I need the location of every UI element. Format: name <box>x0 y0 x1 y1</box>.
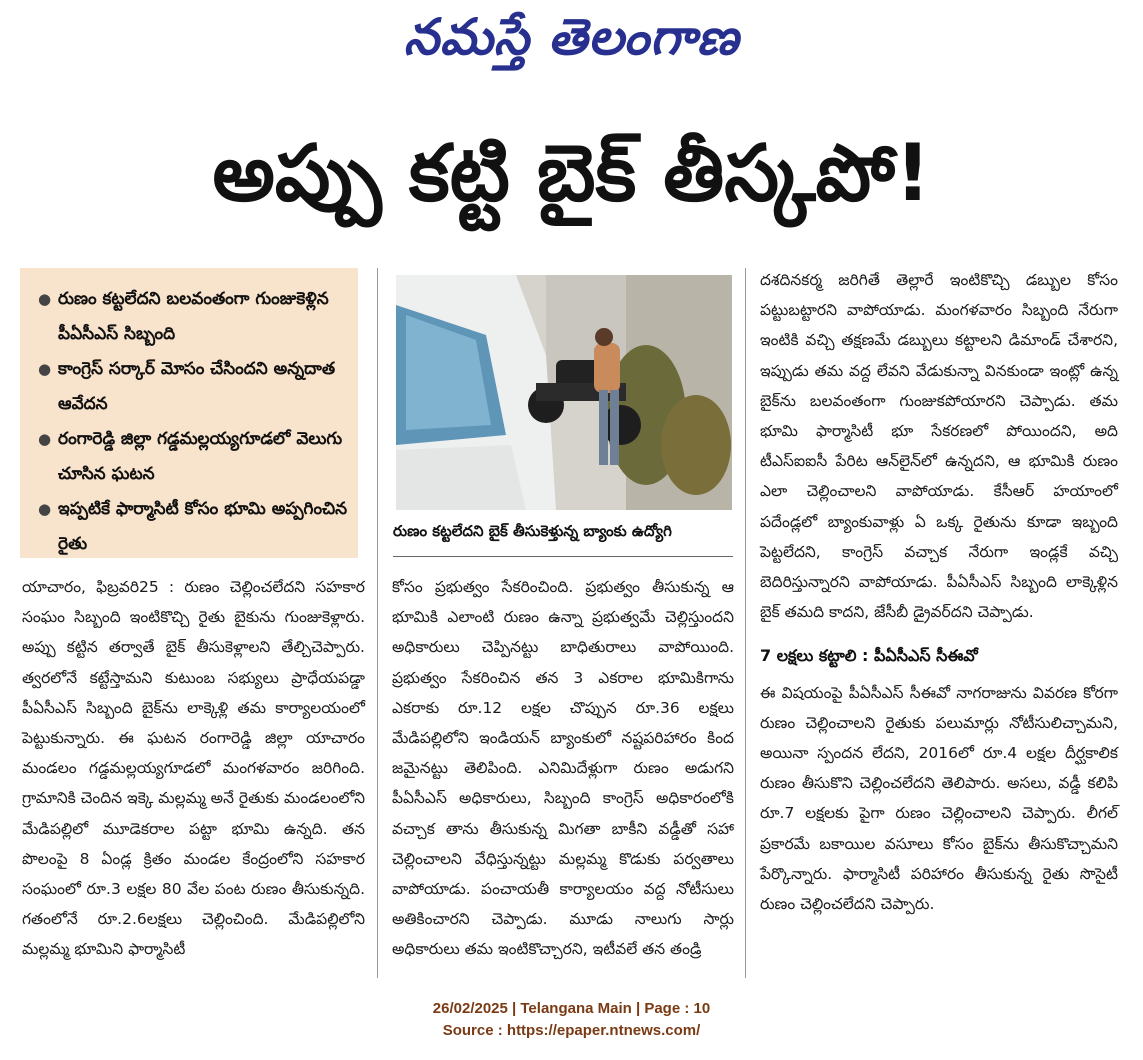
highlight-text: ఇప్పటికే ఫార్మాసిటీ కోసం భూమి అప్పగించిన రైతు <box>58 499 348 554</box>
highlight-item <box>38 282 348 352</box>
article-column-2 <box>392 572 734 965</box>
news-photo <box>396 275 732 510</box>
footer-date-page: 26/02/2025 | Telangana Main | Page : 10 <box>432 1000 711 1017</box>
photo-caption: రుణం కట్టలేదని బైక్ తీసుకెళ్తున్న బ్యాంకు ఉద్యోగి <box>393 522 672 540</box>
highlight-text: కాంగ్రెస్ సర్కార్ మోసం చేసిందని అన్నదాత ఆవేదన <box>58 359 336 414</box>
article-paragraph: దశదినకర్మ జరిగితే తెల్లారే ఇంటికొచ్చి డబ్బుల కోసం పట్టుబట్టారని వాపోయాడు. మంగళవారం సిబ్బంది నేరుగా ఇంటికి వచ్చి తక్షణమే డబ్బులు కట్టాలని డిమాండ్ చేశారని, ఇప్పుడు తమ వద్ద లేవని వేడుకున్నా వినకుండా ఇంట్లో ఉన్న బైక్‌ను బలవంతంగా గుంజుకపోయారని చెప్పాడు. తమ భూమి ఫార్మాసిటీ భూ సేకరణలో పోయిందని, అది టీఎస్ఐఐసీ పేరిట ఆన్‌లైన్‌లో ఉన్నదని, ఆ భూమికి రుణం ఎలా చెల్లించాలని వాపోయాడు. కేసీఆర్ హయాంలో పదేండ్లలో బ్యాంకువాళ్లు ఏ ఒక్క రైతును కూడా ఇబ్బంది పెట్టలేదని, కాంగ్రెస్ వచ్చాక నేరుగా ఇండ్లకే వచ్చి బెదిరిస్తున్నారని వాపోయాడు. పీఏసీఎస్ సిబ్బంది లాక్కెళ్లిన బైక్ తమది కాదని, జేసీబీ డ్రైవర్‌దని చెప్పాడు. <box>760 271 1118 622</box>
highlight-item <box>38 492 348 562</box>
highlight-text: రంగారెడ్డి జిల్లా గడ్డమల్లయ్యగూడలో వెలుగు చూసిన ఘటన <box>58 429 343 484</box>
column-divider <box>377 268 378 978</box>
bullet-icon: ● <box>38 360 52 378</box>
article-column-3 <box>760 265 1118 919</box>
article-paragraph: యాచారం, ఫిబ్రవరి25 : రుణం చెల్లించలేదని సహకార సంఘం సిబ్బంది ఇంటికొచ్చి రైతు బైకును గుంజుకెళ్లారు. అప్పు కట్టిన తర్వాతే బైక్ తీసుకెళ్లాలని తేల్చిచెప్పారు. త్వరలోనే కట్టేస్తామని కుటుంబ సభ్యులు ప్రాధేయపడ్డా పీఏసీఎస్ సిబ్బంది బైక్‌ను లాక్కెళ్లి తమ కార్యాలయంలో పెట్టుకున్నారు. ఈ ఘటన రంగారెడ్డి జిల్లా యాచారం మండలం గడ్డమల్లయ్యగూడలో మంగళవారం జరిగింది. గ్రామానికి చెందిన ఇక్కె మల్లమ్మ అనే రైతుకు మండలంలోని మేడిపల్లిలో మూడెకరాల పట్టా భూమి ఉన్నది. తన పొలంపై 8 ఏండ్ల క్రితం మండల కేంద్రంలోని సహకార సంఘంలో రూ.3 లక్షల 80 వేల పంట రుణం తీసుకున్నది. గతంలోనే రూ.2.6లక్షలు చెల్లించింది. మేడిపల్లిలోని మల్లమ్మ భూమిని ఫార్మాసిటీ <box>22 578 365 959</box>
section-subheading: 7 లక్షలు కట్టాలి : పీఏసీఎస్ సీఈవో <box>760 646 978 666</box>
highlight-item <box>38 422 348 492</box>
masthead-logo: నమస్తే తెలంగాణ <box>403 8 740 66</box>
column-divider <box>745 268 746 978</box>
bullet-icon: ● <box>38 430 52 448</box>
article-column-1 <box>22 572 365 965</box>
page-footer <box>0 998 1143 1042</box>
article-paragraph: కోసం ప్రభుత్వం సేకరించింది. ప్రభుత్వం తీసుకున్న ఆ భూమికి ఎలాంటి రుణం ఉన్నా ప్రభుత్వమే చెల్లిస్తుందని అధికారులు చెప్పినట్టు బాధితురాలు వాపోయింది. ప్రభుత్వం సేకరించిన తన 3 ఎకరాల భూమికిగాను ఎకరాకు రూ.12 లక్షల చొప్పున రూ.36 లక్షలు మేడిపల్లిలోని ఇండియన్ బ్యాంకులో నష్టపరిహారం కింద జమైనట్టు తెలిపింది. ఎనిమిదేళ్లుగా రుణం అడుగని పీఏసీఎస్ అధికారులు, సిబ్బంది కాంగ్రెస్ అధికారంలోకి వచ్చాక తాను తీసుకున్న మిగతా బాకీని వడ్డీతో సహా చెల్లించాలని వేధిస్తున్నట్టు మల్లమ్మ కొడుకు పర్వతాలు వాపోయాడు. పంచాయతీ కార్యాలయం వద్ద నోటీసులు అతికించారని చెప్పాడు. మూడు నాలుగు సార్లు అధికారులు తమ ఇంటికొచ్చారని, ఇటీవలే తన తండ్రి <box>392 578 734 959</box>
highlights-box <box>20 268 358 558</box>
article-paragraph: ఈ విషయంపై పీఏసీఎస్ సీఈవో నాగరాజును వివరణ కోరగా రుణం చెల్లించాలని రైతుకు పలుమార్లు నోటీసులిచ్చామని, అయినా స్పందన లేదని, 2016లో రూ.4 లక్షల దీర్ఘకాలిక రుణం తీసుకొని చెల్లించలేదని తెలిపారు. అసలు, వడ్డీ కలిపి రూ.7 లక్షలకు పైగా రుణం చెల్లించాలని చెప్పారు. లీగల్ ప్రకారమే బకాయిల వసూలు కోసం బైక్‌ను తీసుకొచ్చామని పేర్కొన్నారు. ఫార్మాసిటీ పరిహారం తీసుకున్న రైతు సొసైటీ రుణం చెల్లించలేదని చెప్పారు. <box>760 683 1118 914</box>
headline: అప్పు కట్టి బైక్ తీస్కపో! <box>212 129 931 219</box>
bullet-icon: ● <box>38 290 52 308</box>
highlight-text: రుణం కట్టలేదని బలవంతంగా గుంజుకెళ్లిన పీఏసీఎస్ సిబ్బంది <box>58 289 329 344</box>
highlight-item <box>38 352 348 422</box>
caption-divider <box>393 556 733 557</box>
bullet-icon: ● <box>38 500 52 518</box>
footer-source: Source : https://epaper.ntnews.com/ <box>442 1022 701 1039</box>
